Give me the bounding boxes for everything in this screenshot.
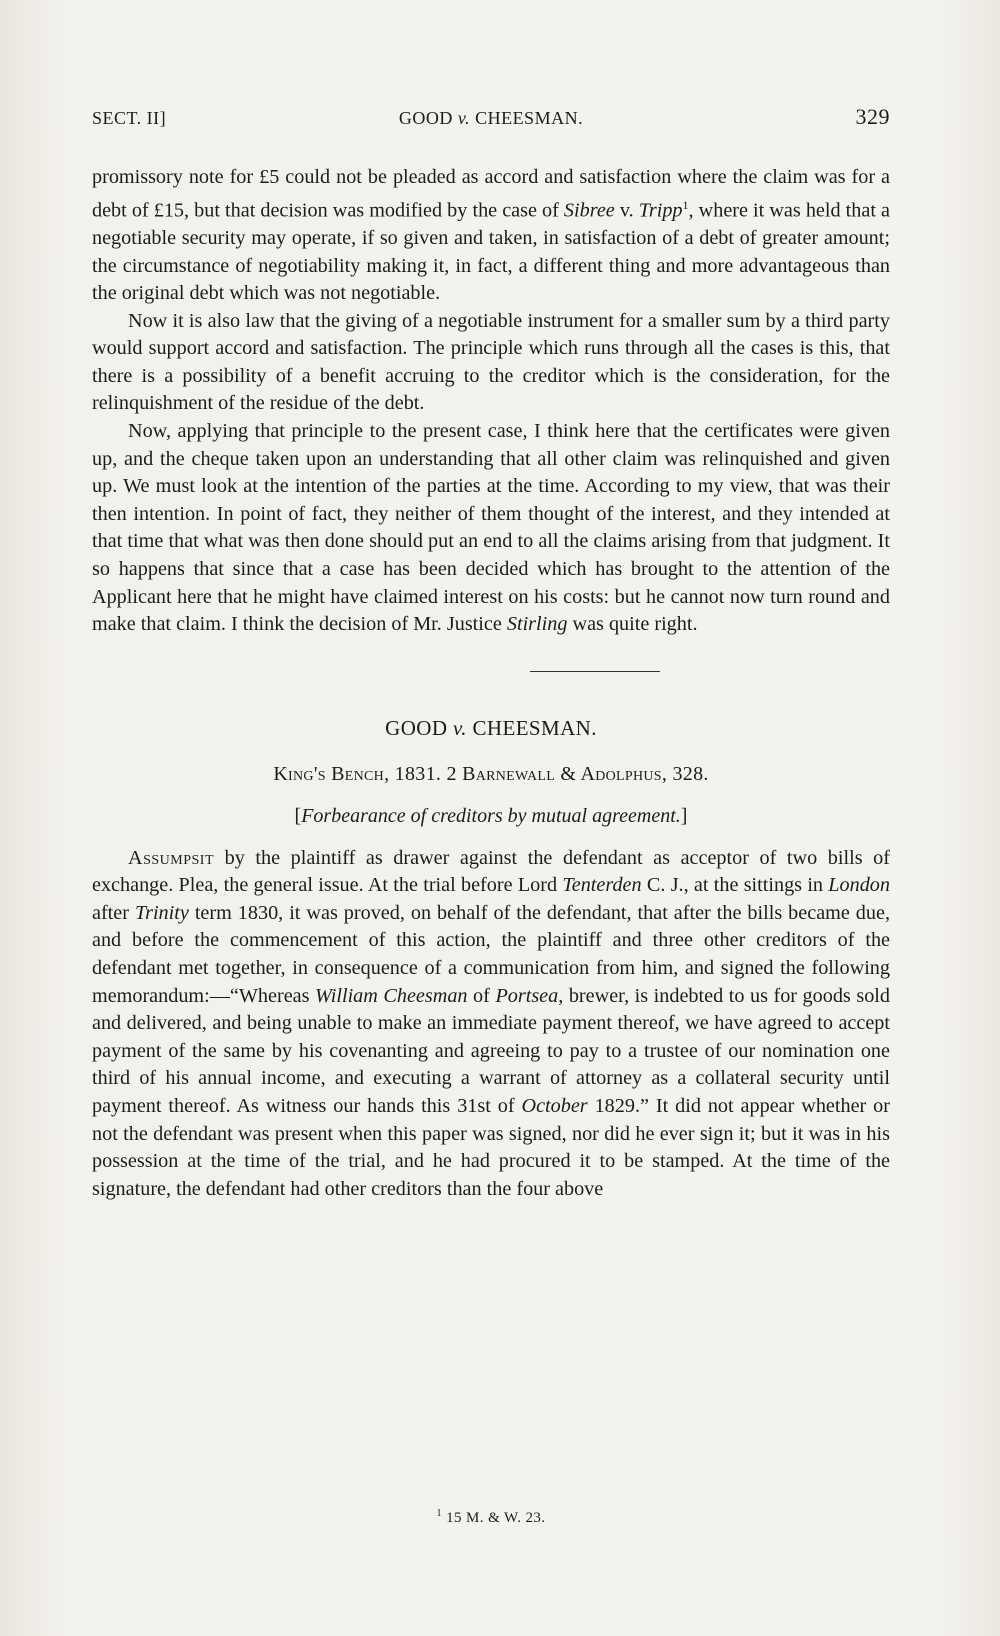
footnote-number: 1: [436, 1508, 442, 1519]
bracket: [: [294, 805, 302, 828]
text-run: promissory note for £5 could not be pleaded as accord and satisfaction where the claim was for a debt of £15, but that decision was modified by the case of: [92, 166, 890, 222]
text-run: Now, applying that principle to the present case, I think here that the certificates were given up, and the cheque taken upon an understanding that all other claim was relinquished and given up. We must look at the intention of the parties at the time. According to my view, that was their then intention. In point of fact, they neither of them thought of the interest, and they intended at that time that what was then done should put an end to all the claims arising from that judgment. It so happens that since that a case has been decided which has brought to the attention of the Applicant here that he might have claimed interest on his costs: but he cannot now turn round and make that claim. I think the decision of Mr. Justice: [92, 420, 890, 636]
text-run: after: [92, 901, 135, 924]
running-title-versus: v.: [457, 108, 471, 128]
footnote-marker: 1: [682, 197, 689, 212]
headnote: [92, 803, 890, 831]
running-title-part: CHEESMAN.: [470, 108, 584, 128]
paragraph: [92, 845, 890, 1204]
text-run: of: [467, 984, 496, 1007]
text-run: , brewer, is indebted to us for goods sold and delivered, and being unable to make an immediate payment thereof, we have agreed to accept payment of the same by his covenanting and agreeing to pay to a trustee of our nomination one third of his annual income, and executing a warrant of attorney as a collateral security until payment thereof. As witness our hands this 31st of: [92, 984, 890, 1117]
section-divider: [92, 639, 890, 689]
page-number: 329: [855, 104, 890, 129]
running-title-part: GOOD: [398, 108, 458, 128]
text-run: term 1830, it was proved, on behalf of the defendant, that after the bills became due, and before the commencement of this action, the plaintiff and three other creditors of the defendant met together, in consequence of a communication from him, and signed the following memorandum:—“Whereas: [92, 901, 890, 1007]
body-text: [92, 164, 890, 1203]
case-title-part: CHEESMAN.: [466, 715, 597, 740]
footnote-text: 15 M. & W. 23.: [441, 1510, 546, 1526]
case-title: [92, 715, 890, 743]
text-run: , where it was held that a negotiable security may operate, if so given and taken, in satisfaction of a debt of greater amount; the circumstance of negotiability making it, in fact, a different thing and more advantageous than the original debt which was not negotiable.: [92, 199, 890, 305]
paragraph: Now it is also law that the giving of a negotiable instrument for a smaller sum by a third party would support accord and satisfaction. The principle which runs through all the cases is this, that there is a possibility of a benefit accruing to the creditor which is the consideration, for the relinquishment of the residue of the debt.: [92, 309, 890, 415]
judge-name: Stirling: [506, 613, 568, 636]
text-run: C. J., at the sittings in: [641, 874, 829, 897]
person-name: William Cheesman: [315, 984, 468, 1007]
paragraph: [92, 418, 890, 639]
headnote-text: Forbearance of creditors by mutual agreement.: [301, 805, 681, 828]
case-title-versus: v.: [453, 715, 467, 740]
running-head: [92, 106, 890, 136]
term-name: Trinity: [134, 901, 189, 924]
lead-word: Assumpsit: [128, 846, 214, 869]
month-name: October: [521, 1094, 588, 1117]
section-label: SECT. II]: [92, 108, 167, 128]
place-name: Portsea: [495, 984, 559, 1007]
divider-rule: [530, 671, 660, 672]
running-title: [92, 108, 890, 129]
text-run: v.: [614, 199, 639, 222]
bracket: ]: [680, 805, 688, 828]
text-run: by the plaintiff as drawer against the defendant as acceptor of two bills of exchange. Plea, the general issue. At the trial before Lord: [92, 846, 890, 897]
case-name: Sibree: [563, 199, 615, 222]
person-name: Tenterden: [562, 874, 642, 897]
footnote: [92, 1508, 890, 1527]
case-title-part: GOOD: [385, 715, 454, 740]
case-citation: King's Bench, 1831. 2 Barnewall & Adolphus, 328.: [273, 763, 709, 786]
text-run: 1829.” It did not appear whether or not the defendant was present when this paper was signed, nor did he ever sign it; but it was in his possession at the time of the trial, and he had procured it to be stamped. At the time of the signature, the defendant had other creditors than the four above: [92, 1094, 890, 1200]
paragraph-continued: [92, 164, 890, 308]
text-run: was quite right.: [567, 613, 698, 636]
place-name: London: [828, 874, 890, 897]
case-name: Tripp: [638, 199, 683, 222]
